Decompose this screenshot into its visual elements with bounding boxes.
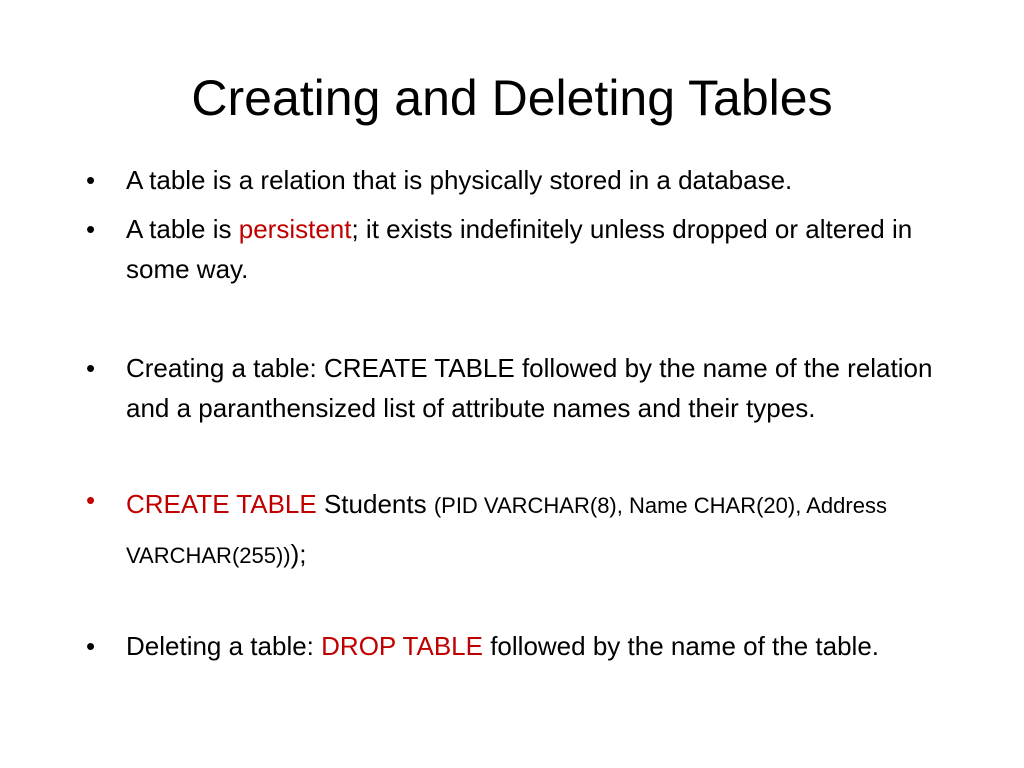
bullet-text-after: followed by the name of the table. <box>482 631 880 661</box>
highlight-drop-table: DROP TABLE <box>321 631 483 661</box>
slide-title: Creating and Deleting Tables <box>191 70 833 126</box>
bullet-text-before: A table is <box>126 214 239 244</box>
bullet-marker: • <box>86 631 96 661</box>
bullet-text: A table is a relation that is physically stored in a database. <box>126 165 793 195</box>
bullet-text-after: ; it exists indefinitely unless dropped or altered in some way. <box>126 214 913 284</box>
bullet-text <box>126 480 976 580</box>
bullet-text-after: ); <box>290 539 307 569</box>
bullet-marker: • <box>86 214 96 244</box>
bullet-text <box>126 209 976 289</box>
highlight-create-table: CREATE TABLE <box>126 489 317 519</box>
bullet-marker: • <box>86 353 96 383</box>
bullet-marker: • <box>86 165 96 195</box>
bullet-text-before: Deleting a table: <box>126 631 322 661</box>
bullet-text-students: Students <box>316 489 434 519</box>
bullet-marker: • <box>86 485 96 515</box>
bullet-text-args: (PID VARCHAR(8), Name CHAR(20), Address VARCHAR(255)) <box>126 493 887 568</box>
highlight-persistent: persistent <box>238 214 352 244</box>
bullet-text <box>126 626 976 666</box>
bullet-text: Creating a table: CREATE TABLE followed by the name of the relation and a paranthensized list of attribute names and their types. <box>126 353 933 423</box>
